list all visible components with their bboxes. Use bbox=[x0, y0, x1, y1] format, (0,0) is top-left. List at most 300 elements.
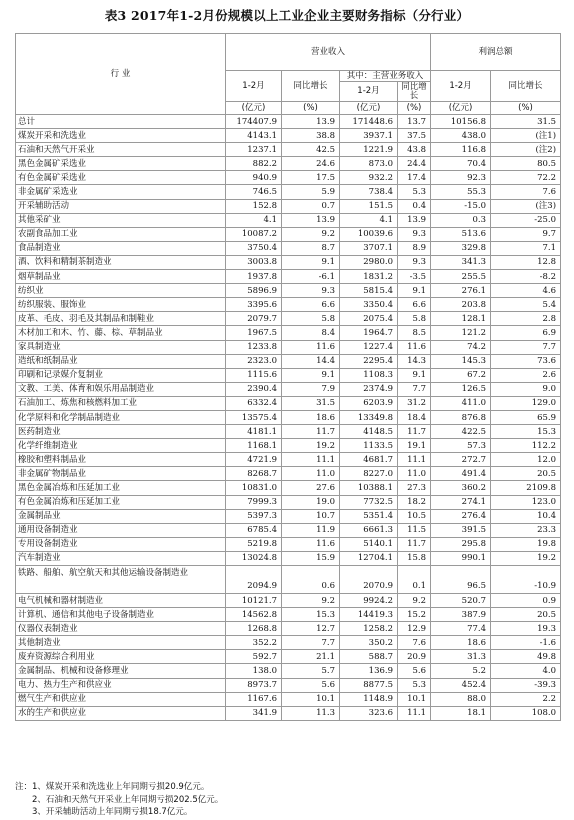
main-revenue-growth: 12.9 bbox=[398, 622, 431, 636]
profit-value: 272.7 bbox=[431, 453, 491, 467]
main-revenue-growth: 43.8 bbox=[398, 143, 431, 157]
main-revenue-growth: 6.6 bbox=[398, 298, 431, 312]
revenue-growth: 9.1 bbox=[282, 368, 340, 382]
revenue-growth: 9.2 bbox=[282, 227, 340, 241]
main-revenue-value: 2980.0 bbox=[340, 255, 398, 269]
main-revenue-value: 171448.6 bbox=[340, 115, 398, 129]
revenue-value: 1937.8 bbox=[226, 270, 282, 284]
revenue-growth: 17.5 bbox=[282, 171, 340, 185]
profit-value: 276.4 bbox=[431, 509, 491, 523]
revenue-value: 14562.8 bbox=[226, 608, 282, 622]
main-revenue-value: 1148.9 bbox=[340, 692, 398, 706]
profit-growth: (注3) bbox=[491, 199, 561, 213]
industry-name: 水的生产和供应业 bbox=[16, 706, 226, 720]
main-revenue-growth: 37.5 bbox=[398, 129, 431, 143]
main-revenue-value: 873.0 bbox=[340, 157, 398, 171]
industry-name: 文教、工美、体育和娱乐用品制造业 bbox=[16, 382, 226, 396]
profit-growth: 7.7 bbox=[491, 340, 561, 354]
table-row bbox=[16, 241, 561, 255]
revenue-growth: 5.6 bbox=[282, 678, 340, 692]
table-row bbox=[16, 382, 561, 396]
industry-name: 金属制品、机械和设备修理业 bbox=[16, 664, 226, 678]
main-revenue-growth: 18.4 bbox=[398, 410, 431, 424]
table-title: 表3 2017年1-2月份规模以上工业企业主要财务指标（分行业） bbox=[104, 8, 470, 23]
revenue-value: 5896.9 bbox=[226, 284, 282, 298]
main-revenue-value: 1108.3 bbox=[340, 368, 398, 382]
profit-growth: 20.5 bbox=[491, 608, 561, 622]
industry-name: 开采辅助活动 bbox=[16, 199, 226, 213]
table-row bbox=[16, 594, 561, 608]
revenue-growth: 24.6 bbox=[282, 157, 340, 171]
revenue-growth: 5.8 bbox=[282, 312, 340, 326]
table-row bbox=[16, 467, 561, 481]
industry-name: 印刷和记录媒介复制业 bbox=[16, 368, 226, 382]
profit-growth: 65.9 bbox=[491, 410, 561, 424]
main-revenue-value: 1258.2 bbox=[340, 622, 398, 636]
revenue-value: 2323.0 bbox=[226, 354, 282, 368]
main-revenue-growth: 11.0 bbox=[398, 467, 431, 481]
main-revenue-growth: 7.6 bbox=[398, 636, 431, 650]
footnote: 3、开采辅助活动上年同期亏损18.7亿元。 bbox=[32, 807, 193, 817]
table-row bbox=[16, 199, 561, 213]
industry-name: 食品制造业 bbox=[16, 241, 226, 255]
main-revenue-growth: 9.1 bbox=[398, 368, 431, 382]
main-revenue-growth: 11.5 bbox=[398, 523, 431, 537]
industry-name: 非金属矿物制品业 bbox=[16, 467, 226, 481]
profit-yoy-header: 同比增长 bbox=[491, 71, 561, 102]
main-revenue-growth: 11.1 bbox=[398, 453, 431, 467]
profit-value: 438.0 bbox=[431, 129, 491, 143]
revenue-yoy-header: 同比增长 bbox=[282, 71, 340, 102]
table-row bbox=[16, 551, 561, 565]
revenue-growth: 19.2 bbox=[282, 439, 340, 453]
profit-growth: -39.3 bbox=[491, 678, 561, 692]
main-revenue-growth: 9.2 bbox=[398, 594, 431, 608]
revenue-growth: 13.9 bbox=[282, 213, 340, 227]
table-row bbox=[16, 340, 561, 354]
revenue-value: 8973.7 bbox=[226, 678, 282, 692]
revenue-value: 138.0 bbox=[226, 664, 282, 678]
profit-value: 513.6 bbox=[431, 227, 491, 241]
main-revenue-growth: 9.1 bbox=[398, 284, 431, 298]
table-row bbox=[16, 509, 561, 523]
main-revenue-growth: 9.3 bbox=[398, 227, 431, 241]
main-revenue-value: 6661.3 bbox=[340, 523, 398, 537]
industry-name: 黑色金属冶炼和压延加工业 bbox=[16, 481, 226, 495]
main-revenue-value: 932.2 bbox=[340, 171, 398, 185]
profit-value: 491.4 bbox=[431, 467, 491, 481]
table-row bbox=[16, 284, 561, 298]
main-revenue-value: 10039.6 bbox=[340, 227, 398, 241]
main-revenue-value: 4681.7 bbox=[340, 453, 398, 467]
industry-name: 医药制造业 bbox=[16, 425, 226, 439]
profit-value: 203.8 bbox=[431, 298, 491, 312]
main-revenue-growth: 13.9 bbox=[398, 213, 431, 227]
revenue-growth: 14.4 bbox=[282, 354, 340, 368]
profit-value: 990.1 bbox=[431, 551, 491, 565]
industry-name: 电气机械和器材制造业 bbox=[16, 594, 226, 608]
main-revenue-value: 136.9 bbox=[340, 664, 398, 678]
profit-growth: -10.9 bbox=[491, 566, 561, 594]
revenue-growth: 6.6 bbox=[282, 298, 340, 312]
table-row bbox=[16, 326, 561, 340]
main-revenue-value: 738.4 bbox=[340, 185, 398, 199]
revenue-growth: 8.7 bbox=[282, 241, 340, 255]
profit-value: 360.2 bbox=[431, 481, 491, 495]
table-row bbox=[16, 129, 561, 143]
industry-name: 通用设备制造业 bbox=[16, 523, 226, 537]
revenue-growth: 11.7 bbox=[282, 425, 340, 439]
industry-name: 木材加工和木、竹、藤、棕、草制品业 bbox=[16, 326, 226, 340]
main-revenue-growth: 11.6 bbox=[398, 340, 431, 354]
profit-value: 255.5 bbox=[431, 270, 491, 284]
profit-growth: 7.6 bbox=[491, 185, 561, 199]
profit-growth: 0.9 bbox=[491, 594, 561, 608]
profit-growth: -8.2 bbox=[491, 270, 561, 284]
profit-growth: 23.3 bbox=[491, 523, 561, 537]
main-revenue-value: 1133.5 bbox=[340, 439, 398, 453]
industry-name: 电力、热力生产和供应业 bbox=[16, 678, 226, 692]
profit-value: 876.8 bbox=[431, 410, 491, 424]
unit-main-revenue-pct: (%) bbox=[398, 102, 431, 115]
table-row bbox=[16, 298, 561, 312]
revenue-value: 1237.1 bbox=[226, 143, 282, 157]
industry-name: 纺织服装、服饰业 bbox=[16, 298, 226, 312]
profit-growth: -25.0 bbox=[491, 213, 561, 227]
profit-value: 96.5 bbox=[431, 566, 491, 594]
revenue-header: 营业收入 bbox=[226, 34, 431, 71]
profit-growth: 15.3 bbox=[491, 425, 561, 439]
revenue-growth: 15.9 bbox=[282, 551, 340, 565]
revenue-growth: 10.1 bbox=[282, 692, 340, 706]
profit-value: 10156.8 bbox=[431, 115, 491, 129]
revenue-value: 1115.6 bbox=[226, 368, 282, 382]
industry-name: 石油和天然气开采业 bbox=[16, 143, 226, 157]
industry-name: 计算机、通信和其他电子设备制造业 bbox=[16, 608, 226, 622]
profit-growth: 10.4 bbox=[491, 509, 561, 523]
unit-profit-pct: (%) bbox=[491, 102, 561, 115]
table-row bbox=[16, 650, 561, 664]
table-row bbox=[16, 227, 561, 241]
table-row bbox=[16, 270, 561, 284]
industry-name: 化学纤维制造业 bbox=[16, 439, 226, 453]
revenue-value: 5219.8 bbox=[226, 537, 282, 551]
profit-growth: 20.5 bbox=[491, 467, 561, 481]
profit-growth: 4.6 bbox=[491, 284, 561, 298]
main-revenue-value: 8227.0 bbox=[340, 467, 398, 481]
profit-growth: (注1) bbox=[491, 129, 561, 143]
table-body bbox=[16, 115, 561, 721]
industry-name: 总计 bbox=[16, 115, 226, 129]
revenue-growth: 11.6 bbox=[282, 537, 340, 551]
table-row bbox=[16, 537, 561, 551]
main-revenue-value: 2075.4 bbox=[340, 312, 398, 326]
revenue-value: 3395.6 bbox=[226, 298, 282, 312]
main-revenue-yoy-header: 同比增长 bbox=[398, 82, 431, 102]
main-revenue-value: 13349.8 bbox=[340, 410, 398, 424]
table-row bbox=[16, 523, 561, 537]
revenue-value: 352.2 bbox=[226, 636, 282, 650]
main-revenue-growth: 10.5 bbox=[398, 509, 431, 523]
industry-name: 金属制品业 bbox=[16, 509, 226, 523]
profit-header: 利润总额 bbox=[431, 34, 561, 71]
industry-name: 烟草制品业 bbox=[16, 270, 226, 284]
main-revenue-growth: 13.7 bbox=[398, 115, 431, 129]
main-revenue-growth: 31.2 bbox=[398, 396, 431, 410]
main-revenue-value: 3937.1 bbox=[340, 129, 398, 143]
main-revenue-growth: 19.1 bbox=[398, 439, 431, 453]
table-row bbox=[16, 213, 561, 227]
main-revenue-value: 3350.4 bbox=[340, 298, 398, 312]
main-revenue-value: 2295.4 bbox=[340, 354, 398, 368]
table-row bbox=[16, 678, 561, 692]
profit-value: 276.1 bbox=[431, 284, 491, 298]
main-revenue-growth: 18.2 bbox=[398, 495, 431, 509]
unit-profit: (亿元) bbox=[431, 102, 491, 115]
profit-value: 126.5 bbox=[431, 382, 491, 396]
main-revenue-growth: 0.1 bbox=[398, 566, 431, 594]
revenue-value: 2390.4 bbox=[226, 382, 282, 396]
main-revenue-growth: 20.9 bbox=[398, 650, 431, 664]
table-row bbox=[16, 368, 561, 382]
main-revenue-value: 10388.1 bbox=[340, 481, 398, 495]
table-row bbox=[16, 481, 561, 495]
profit-growth: 19.3 bbox=[491, 622, 561, 636]
revenue-growth: 9.1 bbox=[282, 255, 340, 269]
revenue-value: 5397.3 bbox=[226, 509, 282, 523]
main-revenue-value: 5815.4 bbox=[340, 284, 398, 298]
main-revenue-value: 2374.9 bbox=[340, 382, 398, 396]
profit-growth: 12.8 bbox=[491, 255, 561, 269]
profit-value: 274.1 bbox=[431, 495, 491, 509]
industry-name: 其他制造业 bbox=[16, 636, 226, 650]
revenue-growth: 11.9 bbox=[282, 523, 340, 537]
profit-value: 422.5 bbox=[431, 425, 491, 439]
main-revenue-value: 588.7 bbox=[340, 650, 398, 664]
profit-value: 387.9 bbox=[431, 608, 491, 622]
main-revenue-value: 2070.9 bbox=[340, 566, 398, 594]
table-row bbox=[16, 410, 561, 424]
profit-value: 295.8 bbox=[431, 537, 491, 551]
profit-value: -15.0 bbox=[431, 199, 491, 213]
industry-name: 纺织业 bbox=[16, 284, 226, 298]
profit-growth: 2.6 bbox=[491, 368, 561, 382]
industry-name: 酒、饮料和精制茶制造业 bbox=[16, 255, 226, 269]
profit-growth: 7.1 bbox=[491, 241, 561, 255]
revenue-growth: 11.6 bbox=[282, 340, 340, 354]
profit-value: 145.3 bbox=[431, 354, 491, 368]
profit-growth: 9.7 bbox=[491, 227, 561, 241]
revenue-value: 1268.8 bbox=[226, 622, 282, 636]
industry-name: 皮革、毛皮、羽毛及其制品和制鞋业 bbox=[16, 312, 226, 326]
revenue-growth: 12.7 bbox=[282, 622, 340, 636]
main-revenue-growth: 0.4 bbox=[398, 199, 431, 213]
profit-period-header: 1-2月 bbox=[431, 71, 491, 102]
footnotes bbox=[15, 781, 560, 819]
table-row bbox=[16, 664, 561, 678]
revenue-growth: 38.8 bbox=[282, 129, 340, 143]
profit-growth: 49.8 bbox=[491, 650, 561, 664]
table-row bbox=[16, 354, 561, 368]
industry-name: 农副食品加工业 bbox=[16, 227, 226, 241]
profit-growth: 112.2 bbox=[491, 439, 561, 453]
main-revenue-value: 323.6 bbox=[340, 706, 398, 720]
main-revenue-growth: 5.3 bbox=[398, 678, 431, 692]
footnote: 注：1、煤炭开采和洗选业上年同期亏损20.9亿元。 bbox=[15, 782, 210, 792]
industry-name: 化学原料和化学制品制造业 bbox=[16, 410, 226, 424]
revenue-growth: 0.7 bbox=[282, 199, 340, 213]
profit-value: 341.3 bbox=[431, 255, 491, 269]
revenue-growth: 10.7 bbox=[282, 509, 340, 523]
profit-growth: 2.8 bbox=[491, 312, 561, 326]
profit-growth: 31.5 bbox=[491, 115, 561, 129]
revenue-growth: 7.7 bbox=[282, 636, 340, 650]
table-row bbox=[16, 692, 561, 706]
profit-value: 411.0 bbox=[431, 396, 491, 410]
table-row bbox=[16, 115, 561, 129]
revenue-value: 882.2 bbox=[226, 157, 282, 171]
main-revenue-value: 9924.2 bbox=[340, 594, 398, 608]
main-revenue-growth: 10.1 bbox=[398, 692, 431, 706]
profit-value: 5.2 bbox=[431, 664, 491, 678]
profit-value: 329.8 bbox=[431, 241, 491, 255]
industry-name: 非金属矿采选业 bbox=[16, 185, 226, 199]
main-revenue-value: 4.1 bbox=[340, 213, 398, 227]
profit-growth: 19.2 bbox=[491, 551, 561, 565]
revenue-value: 8268.7 bbox=[226, 467, 282, 481]
main-revenue-growth: 11.1 bbox=[398, 706, 431, 720]
revenue-growth: 5.9 bbox=[282, 185, 340, 199]
profit-growth: 73.6 bbox=[491, 354, 561, 368]
profit-growth: 2109.8 bbox=[491, 481, 561, 495]
profit-value: 77.4 bbox=[431, 622, 491, 636]
profit-value: 391.5 bbox=[431, 523, 491, 537]
industry-name: 其他采矿业 bbox=[16, 213, 226, 227]
revenue-value: 4143.1 bbox=[226, 129, 282, 143]
main-revenue-growth: 7.7 bbox=[398, 382, 431, 396]
revenue-value: 10087.2 bbox=[226, 227, 282, 241]
revenue-value: 4.1 bbox=[226, 213, 282, 227]
industry-name: 造纸和纸制品业 bbox=[16, 354, 226, 368]
revenue-value: 152.8 bbox=[226, 199, 282, 213]
profit-value: 31.3 bbox=[431, 650, 491, 664]
main-revenue-growth: 8.5 bbox=[398, 326, 431, 340]
industry-name: 煤炭开采和洗选业 bbox=[16, 129, 226, 143]
main-revenue-header: 其中：主营业务收入 bbox=[340, 71, 431, 82]
revenue-value: 3750.4 bbox=[226, 241, 282, 255]
revenue-growth: 31.5 bbox=[282, 396, 340, 410]
profit-growth: -1.6 bbox=[491, 636, 561, 650]
main-revenue-value: 1227.4 bbox=[340, 340, 398, 354]
profit-growth: 72.2 bbox=[491, 171, 561, 185]
profit-growth: 19.8 bbox=[491, 537, 561, 551]
table-row bbox=[16, 636, 561, 650]
revenue-growth: 18.6 bbox=[282, 410, 340, 424]
industry-name: 汽车制造业 bbox=[16, 551, 226, 565]
main-revenue-growth: 17.4 bbox=[398, 171, 431, 185]
table-row bbox=[16, 143, 561, 157]
revenue-growth: 13.9 bbox=[282, 115, 340, 129]
revenue-value: 746.5 bbox=[226, 185, 282, 199]
table-row bbox=[16, 622, 561, 636]
main-revenue-value: 4148.5 bbox=[340, 425, 398, 439]
industry-name: 家具制造业 bbox=[16, 340, 226, 354]
revenue-value: 1233.8 bbox=[226, 340, 282, 354]
main-revenue-period-header: 1-2月 bbox=[340, 82, 398, 102]
profit-value: 88.0 bbox=[431, 692, 491, 706]
unit-revenue-pct: (%) bbox=[282, 102, 340, 115]
main-revenue-growth: 24.4 bbox=[398, 157, 431, 171]
main-revenue-value: 5351.4 bbox=[340, 509, 398, 523]
main-revenue-growth: 15.8 bbox=[398, 551, 431, 565]
profit-growth: 2.2 bbox=[491, 692, 561, 706]
revenue-value: 3003.8 bbox=[226, 255, 282, 269]
main-revenue-value: 151.5 bbox=[340, 199, 398, 213]
revenue-value: 10831.0 bbox=[226, 481, 282, 495]
revenue-growth: -6.1 bbox=[282, 270, 340, 284]
industry-name: 有色金属矿采选业 bbox=[16, 171, 226, 185]
profit-growth: 108.0 bbox=[491, 706, 561, 720]
revenue-value: 4181.1 bbox=[226, 425, 282, 439]
profit-value: 74.2 bbox=[431, 340, 491, 354]
profit-growth: 80.5 bbox=[491, 157, 561, 171]
revenue-growth: 9.3 bbox=[282, 284, 340, 298]
industry-header: 行 业 bbox=[16, 34, 226, 115]
profit-value: 116.8 bbox=[431, 143, 491, 157]
main-revenue-growth: 5.3 bbox=[398, 185, 431, 199]
industry-name: 有色金属冶炼和压延加工业 bbox=[16, 495, 226, 509]
main-revenue-value: 14419.3 bbox=[340, 608, 398, 622]
revenue-value: 174407.9 bbox=[226, 115, 282, 129]
main-revenue-growth: 27.3 bbox=[398, 481, 431, 495]
profit-growth: (注2) bbox=[491, 143, 561, 157]
main-revenue-growth: 11.7 bbox=[398, 537, 431, 551]
main-revenue-growth: 15.2 bbox=[398, 608, 431, 622]
profit-value: 18.6 bbox=[431, 636, 491, 650]
industry-name: 燃气生产和供应业 bbox=[16, 692, 226, 706]
main-revenue-value: 1831.2 bbox=[340, 270, 398, 284]
industry-name: 铁路、船舶、航空航天和其他运输设备制造业 bbox=[16, 566, 226, 594]
table-row bbox=[16, 171, 561, 185]
profit-value: 520.7 bbox=[431, 594, 491, 608]
unit-main-revenue: (亿元) bbox=[340, 102, 398, 115]
main-revenue-value: 350.2 bbox=[340, 636, 398, 650]
revenue-value: 1167.6 bbox=[226, 692, 282, 706]
profit-growth: 6.9 bbox=[491, 326, 561, 340]
industry-name: 橡胶和塑料制品业 bbox=[16, 453, 226, 467]
table-row bbox=[16, 157, 561, 171]
table-row bbox=[16, 439, 561, 453]
revenue-growth: 15.3 bbox=[282, 608, 340, 622]
industry-name: 石油加工、炼焦和核燃料加工业 bbox=[16, 396, 226, 410]
profit-value: 121.2 bbox=[431, 326, 491, 340]
revenue-value: 2079.7 bbox=[226, 312, 282, 326]
main-revenue-growth: 14.3 bbox=[398, 354, 431, 368]
table-row bbox=[16, 312, 561, 326]
industry-name: 黑色金属矿采选业 bbox=[16, 157, 226, 171]
profit-growth: 4.0 bbox=[491, 664, 561, 678]
revenue-growth: 7.9 bbox=[282, 382, 340, 396]
main-revenue-growth: 11.7 bbox=[398, 425, 431, 439]
table-row bbox=[16, 255, 561, 269]
financial-indicators-table bbox=[15, 33, 561, 721]
main-revenue-growth: 8.9 bbox=[398, 241, 431, 255]
revenue-value: 4721.9 bbox=[226, 453, 282, 467]
table-row bbox=[16, 453, 561, 467]
profit-growth: 5.4 bbox=[491, 298, 561, 312]
revenue-growth: 27.6 bbox=[282, 481, 340, 495]
industry-name: 专用设备制造业 bbox=[16, 537, 226, 551]
